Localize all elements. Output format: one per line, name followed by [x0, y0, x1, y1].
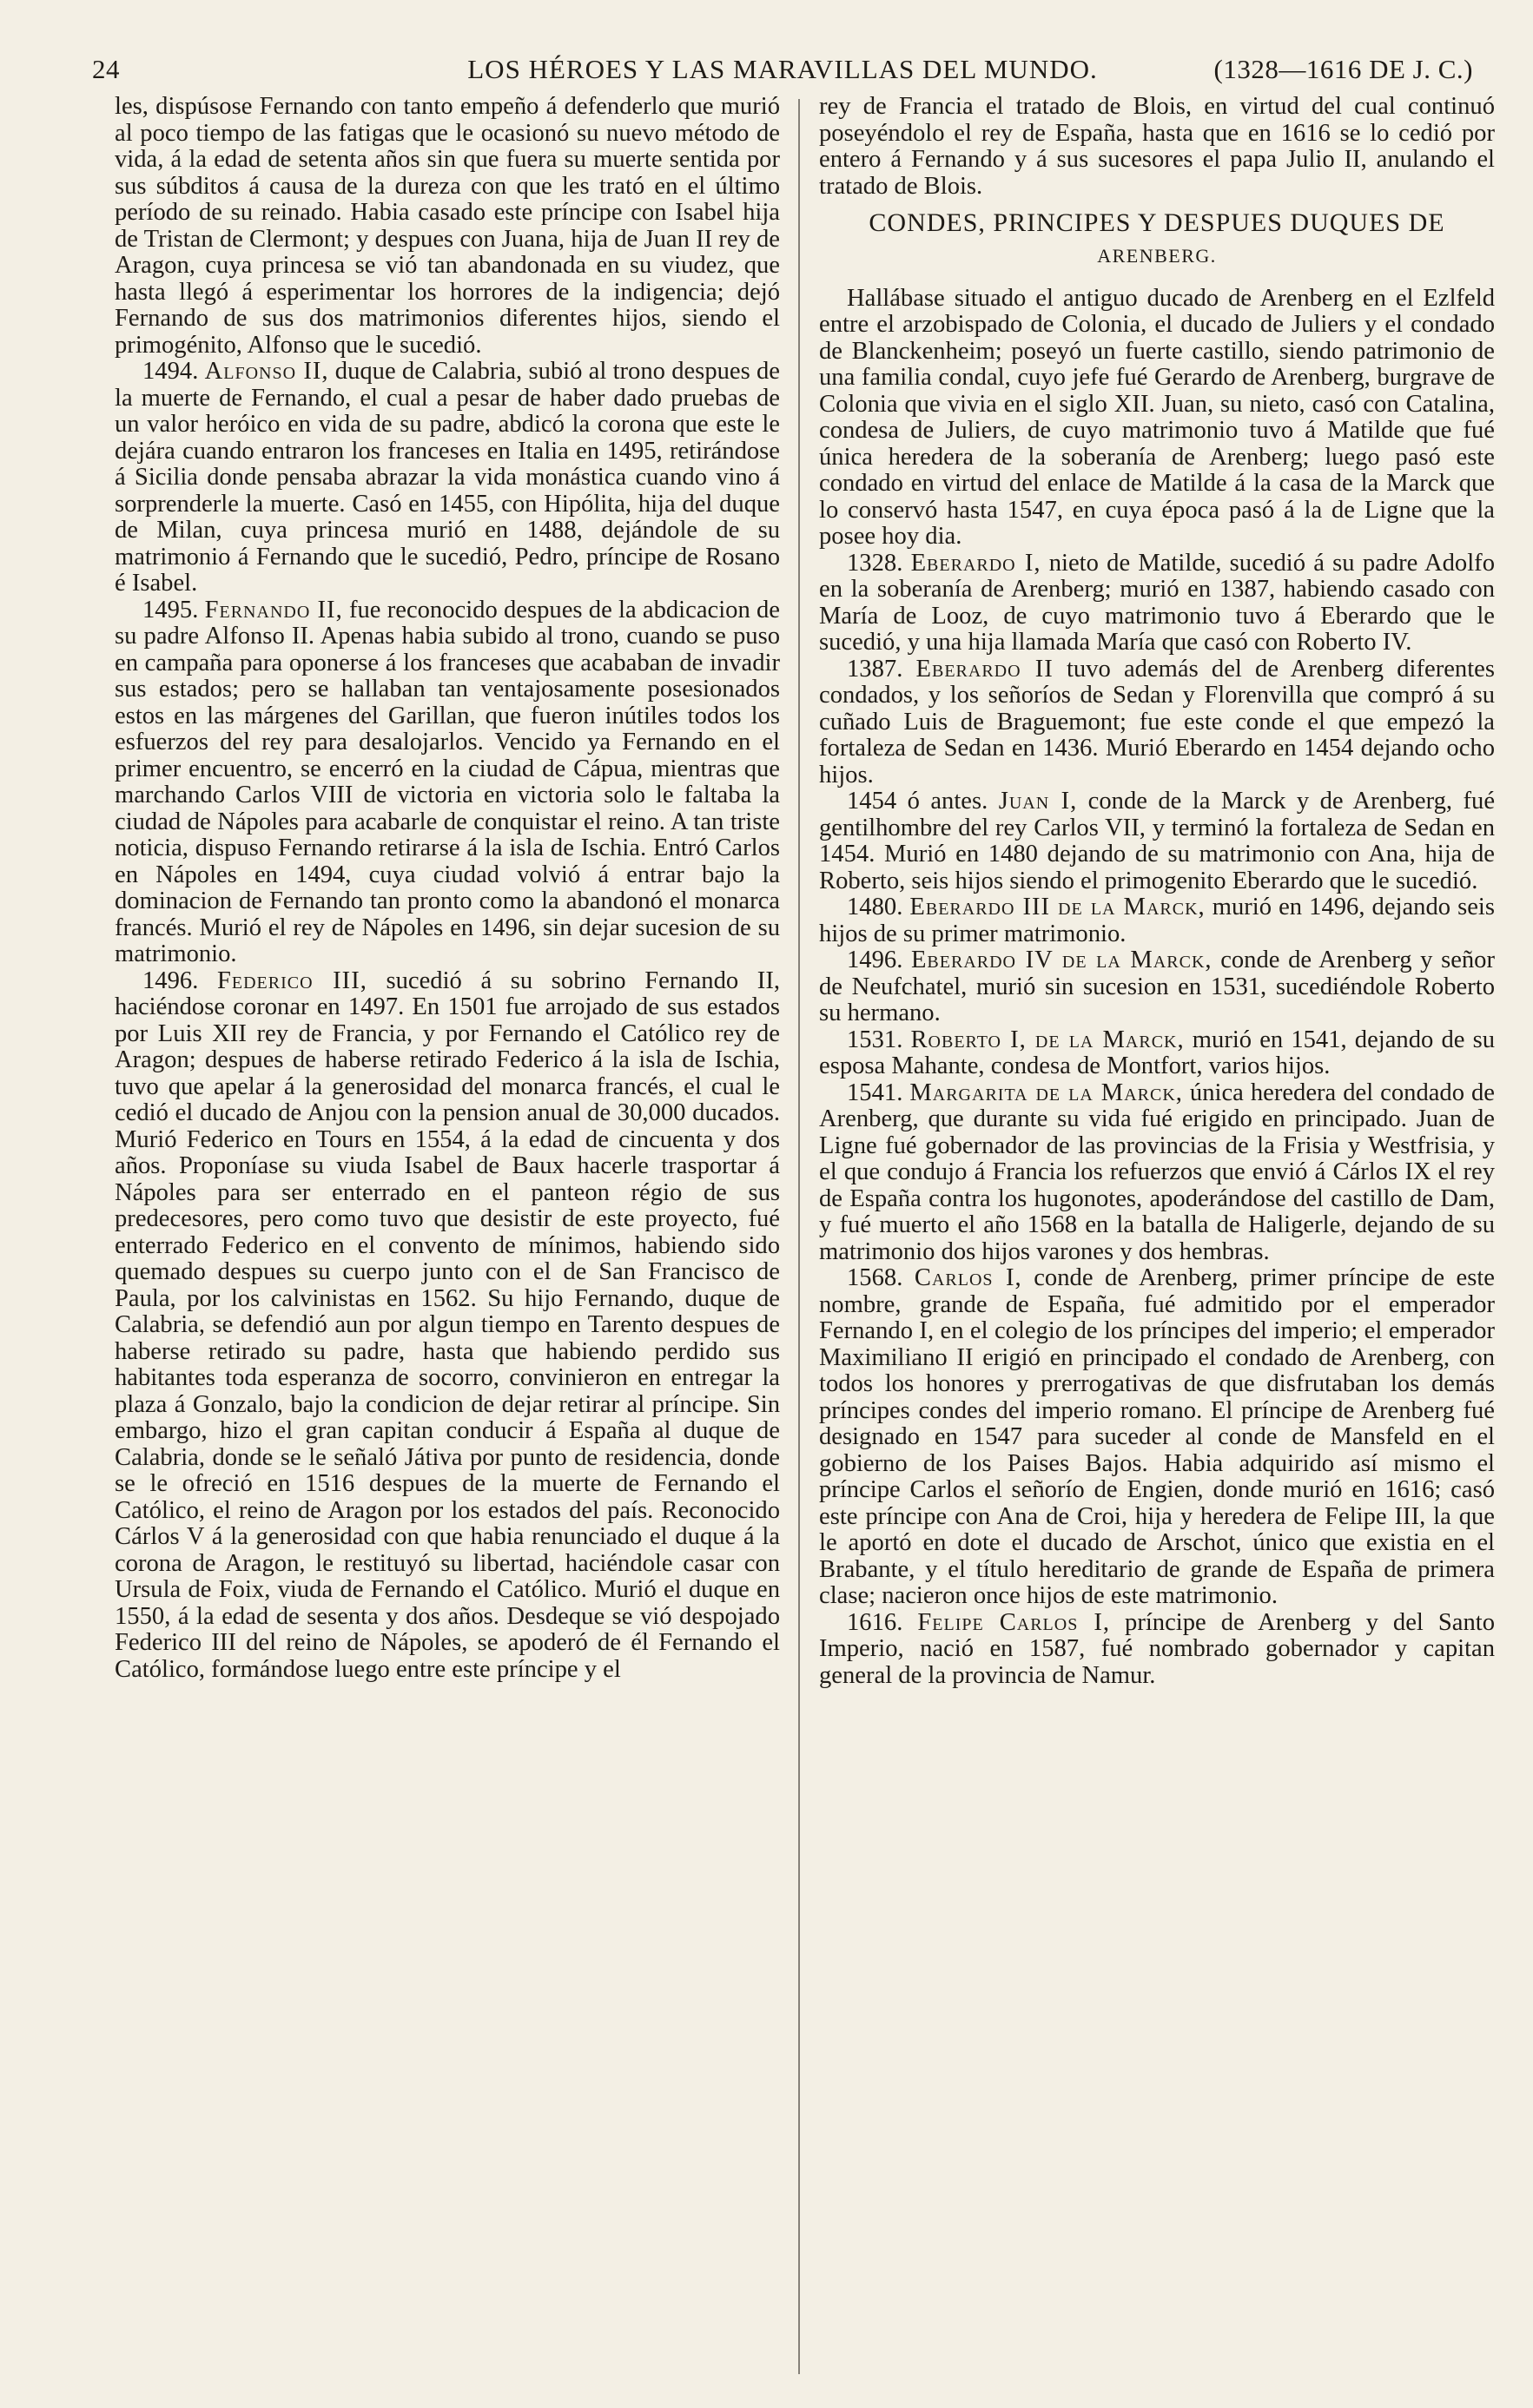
entry-text: nieto de Matilde, sucedió á su padre Adolfo en la soberanía de Arenberg; murió en 1387, habiendo casado con María de Looz, de cuyo matrimonio tuvo á Eberardo que le sucedió, y una hija llamada María que casó con Roberto IV.: [819, 549, 1495, 656]
running-title: LOS HÉROES Y LAS MARAVILLAS DEL MUNDO.: [467, 54, 1098, 84]
paragraph-eberardo-ii: [819, 656, 1495, 789]
paragraph-eberardo-iv: [819, 947, 1495, 1027]
entry-text: tuvo además del de Arenberg diferentes condados, y los señoríos de Sedan y Florenvilla que compró á su cuñado Luis de Braguemont; fue este conde el que empezó la fortaleza de Sedan en 1436. Murió Eberardo en 1454 dejando ocho hijos.: [819, 655, 1495, 788]
paragraph-federico-iii: [115, 968, 780, 1684]
entry-year: 1387.: [847, 655, 903, 683]
entry-year: 1480.: [847, 894, 903, 920]
paragraph-felipe-carlos-i: [819, 1610, 1495, 1690]
entry-name: Juan I,: [998, 788, 1078, 815]
left-column: [115, 94, 780, 2386]
entry-text: conde de Arenberg y señor de Neufchatel, murió sin sucesion en 1531, sucediéndole Roberto su hermano.: [819, 947, 1495, 1026]
entry-text: príncipe de Arenberg y del Santo Imperio, nació en 1587, fué nombrado gobernador y capitan general de la provincia de Namur.: [819, 1608, 1495, 1689]
entry-year: 1495.: [142, 596, 199, 623]
entry-name: Federico III,: [216, 966, 367, 994]
column-divider: [798, 99, 800, 2374]
section-title: CONDES, PRINCIPES Y DESPUES DUQUES DE: [869, 208, 1445, 237]
entry-name: Felipe Carlos I,: [917, 1608, 1111, 1636]
entry-name: Eberardo IV de la Marck,: [910, 947, 1213, 973]
paragraph-roberto-i: [819, 1027, 1495, 1080]
entry-text: única heredera del condado de Arenberg, que durante su vida fué erigido en principado. Juan de Ligne fué gobernador de las provincias de la Frisia y Westfrisia, y el que condujo á Francia los refuerzos que envió á Cárlos IX el rey de España contra los hugonotes, apoderándose del castillo de Dam, y fué muerto el año 1568 en la batalla de Haligerle, dejando de su matrimonio dos hijos varones y dos hembras.: [819, 1079, 1495, 1265]
paragraph-eberardo-i: [819, 551, 1495, 656]
entry-name: Roberto I, de la Marck,: [910, 1026, 1185, 1053]
page-number: 24: [92, 54, 120, 84]
entry-year: 1568.: [847, 1264, 903, 1291]
entry-year: 1531.: [847, 1026, 903, 1053]
paragraph-margarita: [819, 1080, 1495, 1266]
entry-year: 1541.: [847, 1079, 903, 1106]
entry-year: 1494.: [142, 358, 199, 385]
entry-text: murió en 1541, dejando de su esposa Mahante, condesa de Montfort, varios hijos.: [819, 1026, 1495, 1079]
paragraph: les, dispúsose Fernando con tanto empeño á defenderlo que murió al poco tiempo de las fatigas que le ocasionó su nuevo método de vida, á la edad de setenta años sin que fuera su muerte sentida por sus súbditos á causa de la dureza con que les trató en el último período de su reinado. Habia casado este príncipe con Isabel hija de Tristan de Clermont; y despues con Juana, hija de Juan II rey de Aragon, cuya princesa se vió tan abandonada en su viudez, que hasta llegó á esperimentar los horrores de la indigencia; dejó Fernando de sus dos matrimonios diferentes hijos, siendo el primogénito, Alfonso que le sucedió.: [115, 94, 780, 359]
entry-year: 1616.: [847, 1608, 903, 1636]
entry-name: Alfonso II,: [204, 358, 329, 385]
entry-text: conde de la Marck y de Arenberg, fué gentilhombre del rey Carlos VII, y terminó la fortaleza de Sedan en 1454. Murió en 1480 dejando de su matrimonio con Ana, hija de Roberto, seis hijos siendo el primogenito Eberardo que le sucedió.: [819, 788, 1495, 894]
entry-name: Carlos I,: [914, 1264, 1022, 1291]
date-range: (1328—1616 DE J. C.): [1213, 54, 1473, 84]
entry-name: Eberardo II: [915, 655, 1054, 683]
page-header: [92, 50, 1473, 89]
entry-text: murió en 1496, dejando seis hijos de su primer matrimonio.: [819, 894, 1495, 947]
paragraph-arenberg-intro: Hallábase situado el antiguo ducado de Arenberg en el Ezlfeld entre el arzobispado de Colonia, el ducado de Juliers y el condado de Blanckenheim; poseyó un fuerte castillo, siendo patrimonio de una familia condal, cuyo jefe fué Gerardo de Arenberg, burgrave de Colonia que vivia en el siglo XII. Juan, su nieto, casó con Catalina, condesa de Juliers, de cuyo matrimonio tuvo á Matilde que fué única heredera de la soberanía de Arenberg; luego pasó este condado en virtud del enlace de Matilde á la casa de la Marck que lo conservó hasta 1547, en cuya época pasó á la de Ligne que la posee hoy dia.: [819, 284, 1495, 550]
entry-text: fue reconocido despues de la abdicacion de su padre Alfonso II. Apenas habia subido al trono, cuando se puso en campaña para oponerse á los franceses que acababan de invadir sus estados; pero se hallaban tan ventajosamente posesionados estos en las márgenes del Garillan, que fueron inútiles todos los esfuerzos del rey para desalojarlos. Vencido ya Fernando en el primer encuentro, se encerró en la ciudad de Cápua, mientras que marchando Carlos VIII de victoria en victoria solo le faltaba la ciudad de Nápoles para acabarle de conquistar el reino. A tan triste noticia, dispuso Fernando retirarse á la isla de Ischia. Entró Carlos en Nápoles en 1494, cuya ciudad volvió á entrar bajo la dominacion de Fernando tan pronto como la abandonó el monarca francés. Murió el rey de Nápoles en 1496, sin dejar sucesion de su matrimonio.: [115, 596, 780, 967]
paragraph-carlos-i: [819, 1265, 1495, 1610]
section-subtitle: ARENBERG.: [1097, 245, 1217, 267]
entry-year: 1454 ó antes.: [847, 788, 988, 815]
paragraph-juan-i: [819, 788, 1495, 894]
entry-text: sucedió á su sobrino Fernando II, haciéndose coronar en 1497. En 1501 fue arrojado de sus estados por Luis XII rey de Francia, y por Fernando el Católico rey de Aragon; despues de haberse retirado Federico á la isla de Ischia, tuvo que apelar á la generosidad del monarca francés, el cual le cedió el ducado de Anjou con la pension anual de 30,000 ducados. Murió Federico en Tours en 1554, á la edad de cincuenta y dos años. Proponíase su viuda Isabel de Baux hacerle trasportar á Nápoles para ser enterrado en el panteon régio de sus predecesores, pero como tuvo que desistir de este proyecto, fué enterrado Federico en el convento de mínimos, habiendo sido quemado despues su cuerpo junto con el de San Francisco de Paula, por los calvinistas en 1562. Su hijo Fernando, duque de Calabria, se defendió aun por algun tiempo en Tarento despues de haberse retirado su padre, hasta que habiendo perdido sus habitantes toda esperanza de socorro, convinieron en entregar la plaza á Gonzalo, bajo la condicion de dejar retirar al príncipe. Sin embargo, hizo el gran capitan conducir á España al duque de Calabria, donde se le señaló Játiva por punto de residencia, donde se le ofreció en 1516 despues de la muerte de Fernando el Católico, el reino de Aragon por los estados del país. Reconocido Cárlos V á la generosidad con que habia renunciado el duque á la corona de Aragon, le restituyó su libertad, haciéndole casar con Ursula de Foix, viuda de Fernando el Católico. Murió el duque en 1550, á la edad de sesenta y dos años. Desdeque se vió despojado Federico III del reino de Nápoles, se apoderó de él Fernando el Católico, formándose luego entre este príncipe y el: [115, 966, 780, 1683]
right-column: [819, 94, 1495, 2386]
entry-year: 1496.: [142, 966, 199, 994]
entry-year: 1496.: [847, 947, 903, 973]
paragraph-fernando-ii: [115, 597, 780, 968]
entry-name: Margarita de la Marck,: [909, 1079, 1183, 1106]
paragraph: rey de Francia el tratado de Blois, en virtud del cual continuó poseyéndolo el rey de España, hasta que en 1616 se lo cedió por entero á Fernando y á sus sucesores el papa Julio II, anulando el tratado de Blois.: [819, 94, 1495, 200]
paragraph-alfonso-ii: [115, 359, 780, 597]
entry-name: Fernando II,: [204, 596, 343, 623]
entry-name: Eberardo III de la Marck,: [909, 894, 1206, 920]
paragraph-eberardo-iii: [819, 894, 1495, 947]
entry-year: 1328.: [847, 549, 903, 577]
entry-name: Eberardo I,: [910, 549, 1041, 577]
entry-text: duque de Calabria, subió al trono despues de la muerte de Fernando, el cual a pesar de haber dado pruebas de un valor heróico en vida de su padre, abdicó la corona que este le dejára cuando entraron los franceses en Italia en 1495, retirándose á Sicilia donde pensaba abrazar la vida monástica cuando vino á sorprenderle la muerte. Casó en 1455, con Hipólita, hija del duque de Milan, cuya princesa murió en 1488, dejándole de su matrimonio á Fernando que le sucedió, Pedro, príncipe de Rosano é Isabel.: [115, 358, 780, 597]
entry-text: conde de Arenberg, primer príncipe de este nombre, grande de España, fué admitido por el emperador Fernando I, en el colegio de los príncipes del imperio; el emperador Maximiliano II erigió en principado el condado de Arenberg, con todos los honores y prerrogativas de que disfrutaban los demás príncipes condes del imperio romano. El príncipe de Arenberg fué designado en 1547 para suceder al conde de Mansfeld en el gobierno de los Paises Bajos. Habia adquirido así mismo el príncipe Carlos el señorío de Engien, donde murió en 1616; casó este príncipe con Ana de Croi, hija y heredera de Felipe III, la que le aportó en dote el ducado de Arschot, único que existia en el Brabante, y el título hereditario de grande de España de primera clase; nacieron once hijos de este matrimonio.: [819, 1264, 1495, 1609]
